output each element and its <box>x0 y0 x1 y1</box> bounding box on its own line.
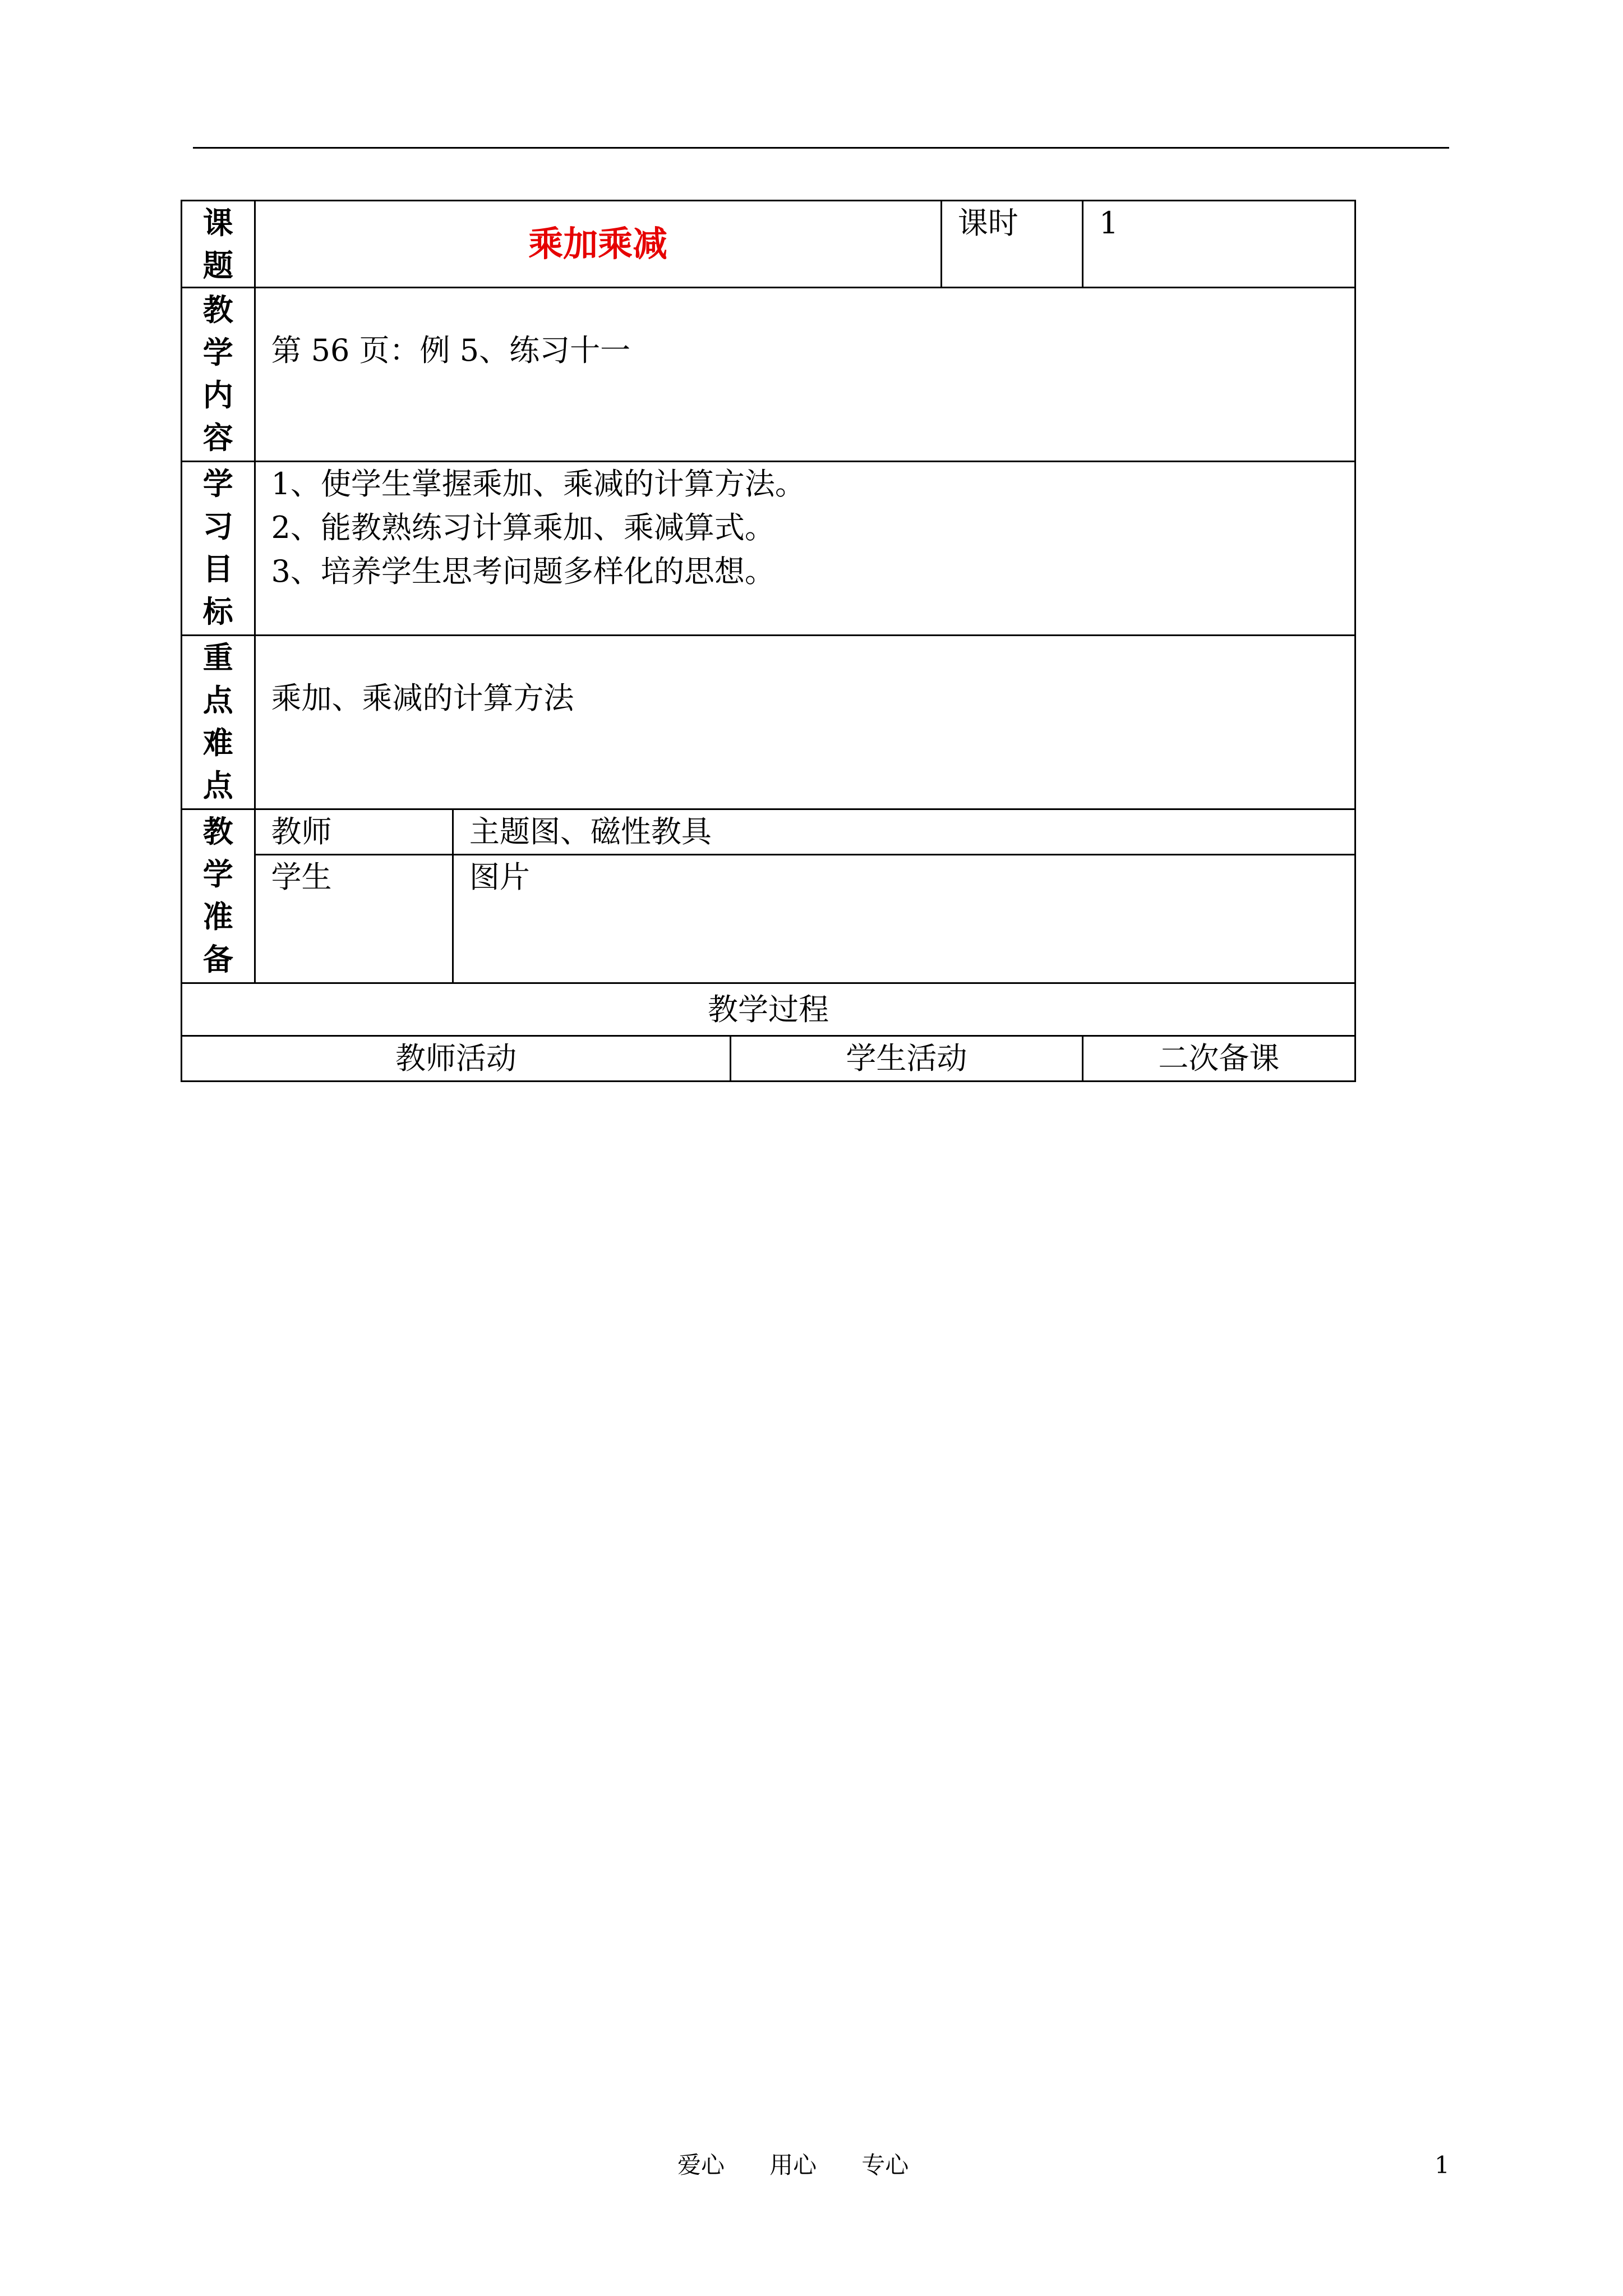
column-teacher-activity: 教师活动 <box>182 1036 731 1082</box>
prep-student-row <box>182 855 1355 983</box>
topic-label-text: 课题 <box>202 205 233 283</box>
lesson-title: 乘加乘减 <box>255 201 941 288</box>
content-label-text: 教学内容 <box>202 292 233 455</box>
footer-slogan: 爱心 用心 专心 <box>677 2151 909 2179</box>
lesson-plan-table <box>181 200 1356 1082</box>
process-columns-row <box>182 1036 1355 1082</box>
goal-item: 2、能教熟练习计算乘加、乘减算式。 <box>271 510 775 545</box>
topic-label <box>182 201 255 288</box>
period-label: 课时 <box>941 201 1082 288</box>
goals-label <box>182 462 255 636</box>
page-number: 1 <box>1435 2151 1450 2179</box>
prep-teacher-label: 教师 <box>255 809 453 855</box>
goals-row <box>182 462 1355 636</box>
keypoints-label <box>182 636 255 809</box>
goals-list <box>255 462 1355 636</box>
prep-student-value: 图片 <box>453 855 1355 983</box>
prep-label <box>182 809 255 983</box>
column-second-prep: 二次备课 <box>1082 1036 1355 1082</box>
prep-student-label: 学生 <box>255 855 453 983</box>
header-rule <box>193 147 1449 149</box>
goals-label-text: 学习目标 <box>202 466 233 629</box>
topic-row <box>182 201 1355 288</box>
column-student-activity: 学生活动 <box>730 1036 1082 1082</box>
process-heading: 教学过程 <box>182 983 1355 1036</box>
period-value: 1 <box>1082 201 1355 288</box>
keypoints-text: 乘加、乘减的计算方法 <box>255 636 1355 809</box>
content-label <box>182 288 255 462</box>
goal-item: 3、培养学生思考问题多样化的思想。 <box>271 554 775 589</box>
goal-item: 1、使学生掌握乘加、乘减的计算方法。 <box>271 466 805 501</box>
prep-teacher-value: 主题图、磁性教具 <box>453 809 1355 855</box>
keypoints-label-text: 重点难点 <box>202 639 233 803</box>
process-row <box>182 983 1355 1036</box>
prep-label-text: 教学准备 <box>202 813 233 977</box>
keypoints-row <box>182 636 1355 809</box>
prep-teacher-row <box>182 809 1355 855</box>
content-row <box>182 288 1355 462</box>
content-text: 第 56 页：例 5、练习十一 <box>255 288 1355 462</box>
